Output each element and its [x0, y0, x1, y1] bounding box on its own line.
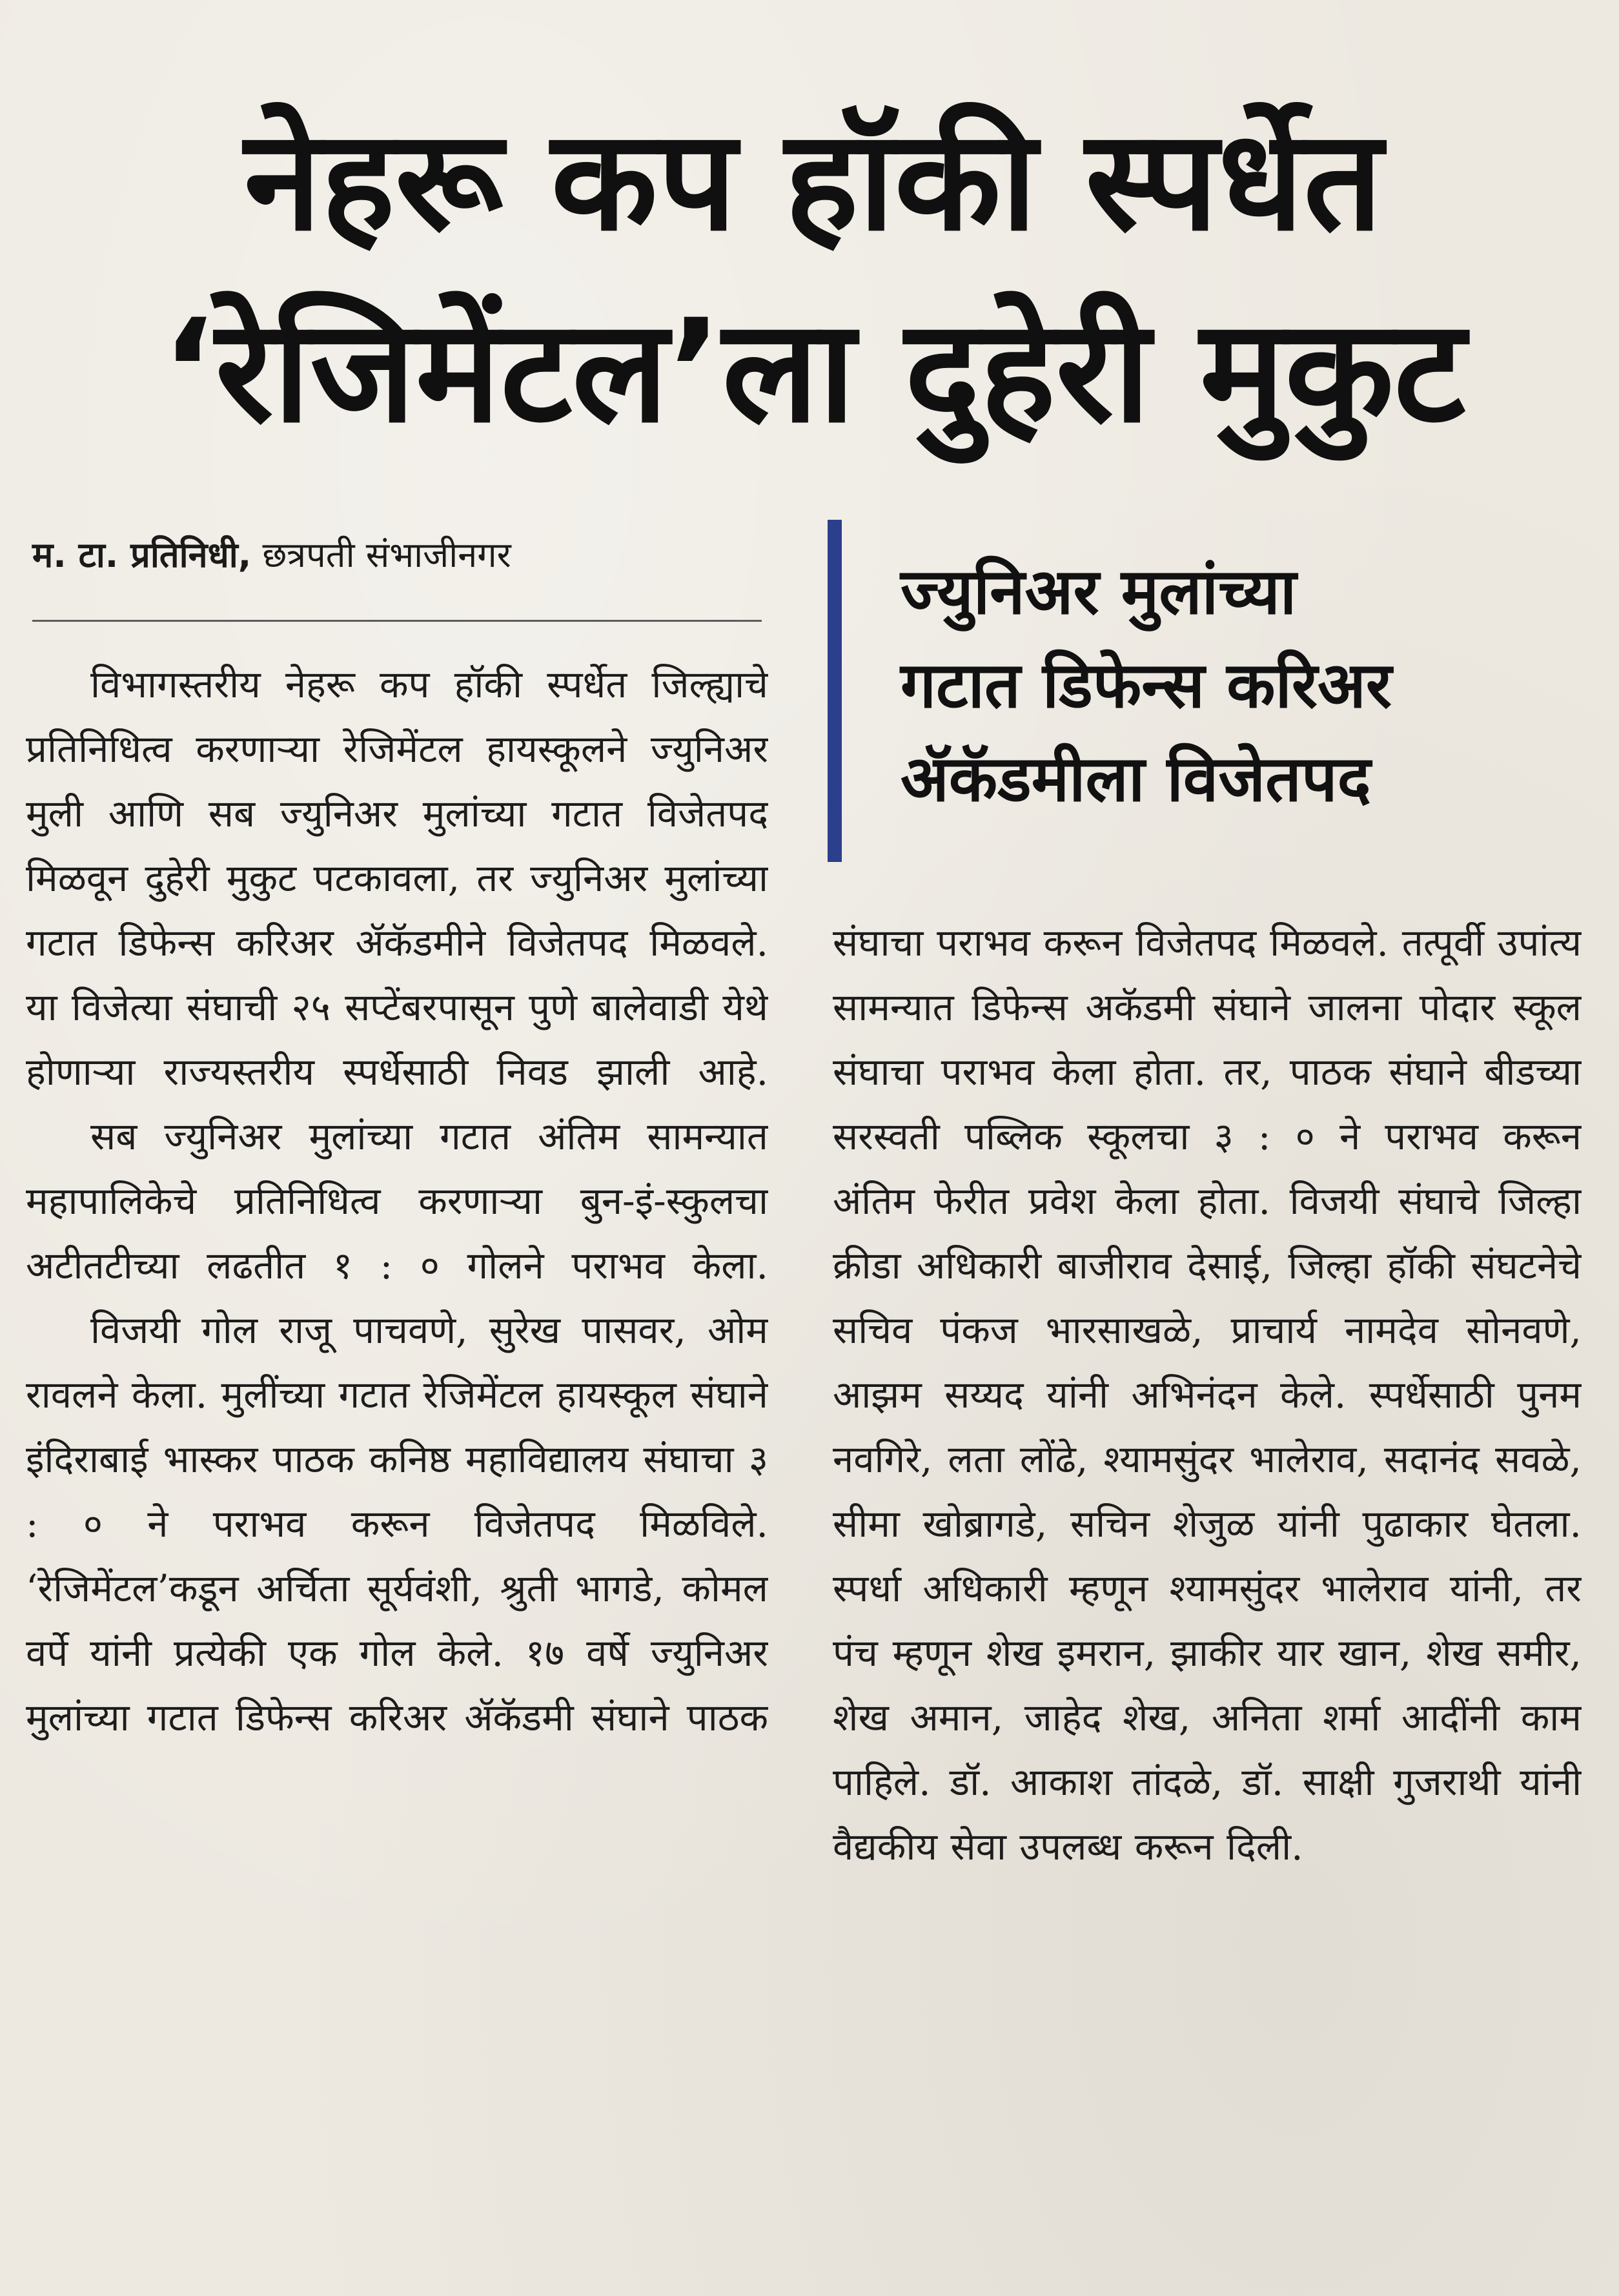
- headline-line-1: नेहरू कप हॉकी स्पर्धेत: [244, 99, 1383, 261]
- article-paragraph: विभागस्तरीय नेहरू कप हॉकी स्पर्धेत जिल्ह्याचे प्रतिनिधित्व करणाऱ्या रेजिमेंटल हायस्कूलने ज्युनिअर मुली आणि सब ज्युनिअर मुलांच्या गटात विजेतपद मिळवून दुहेरी मुकुट पटकावला, तर ज्युनिअर मुलांच्या गटात डिफेन्स करिअर ॲकॅडमीने विजेतपद मिळवले. या विजेत्या संघाची २५ सप्टेंबरपासून पुणे बालेवाडी येथे होणाऱ्या राज्यस्तरीय स्पर्धेसाठी निवड झाली आहे.: [26, 662, 768, 1094]
- article-paragraph: सब ज्युनिअर मुलांच्या गटात अंतिम सामन्यात महापालिकेचे प्रतिनिधित्व करणाऱ्या बुन-इं-स्कुलचा अटीतटीच्या लढतीत १ : ० गोलने पराभव केला.: [26, 1114, 768, 1287]
- subheading-line-1: ज्युनिअर मुलांच्या: [901, 555, 1297, 629]
- byline-divider: [32, 620, 762, 622]
- article-paragraph: विजयी गोल राजू पाचवणे, सुरेख पासवर, ओम रावलने केला. मुलींच्या गटात रेजिमेंटल हायस्कूल संघाने इंदिराबाई भास्कर पाठक कनिष्ठ महाविद्यालय संघाचा ३ : ० ने पराभव करून विजेतपद मिळविले. ‘रेजिमेंटल’कडून अर्चिता सूर्यवंशी, श्रुती भागडे, कोमल वर्पे यांनी प्रत्येकी एक गोल केले. १७ वर्षे ज्युनिअर मुलांच्या गटात डिफेन्स करिअर ॲकॅडमी संघाने पाठक: [26, 1308, 768, 1739]
- article-column-right: [833, 910, 1582, 2266]
- article-column-left: [26, 652, 768, 2266]
- subheading-line-2: गटात डिफेन्स करिअर: [901, 649, 1392, 723]
- subheading-accent-bar: [828, 520, 842, 862]
- byline: [32, 529, 762, 581]
- byline-city: छत्रपती संभाजीनगर: [262, 535, 511, 575]
- article-paragraph: संघाचा पराभव करून विजेतपद मिळवले. तत्पूर्वी उपांत्य सामन्यात डिफेन्स अकॅडमी संघाने जालना पोदार स्कूल संघाचा पराभव केला होता. तर, पाठक संघाने बीडच्या सरस्वती पब्लिक स्कूलचा ३ : ० ने पराभव करून अंतिम फेरीत प्रवेश केला होता. विजयी संघाचे जिल्हा क्रीडा अधिकारी बाजीराव देसाई, जिल्हा हॉकी संघटनेचे सचिव पंकज भारसाखळे, प्राचार्य नामदेव सोनवणे, आझम सय्यद यांनी अभिनंदन केले. स्पर्धेसाठी पुनम नवगिरे, लता लोंढे, श्यामसुंदर भालेराव, सदानंद सवळे, सीमा खोब्रागडे, सचिन शेजुळ यांनी पुढाकार घेतला. स्पर्धा अधिकारी म्हणून श्यामसुंदर भालेराव यांनी, तर पंच म्हणून शेख इमरान, झाकीर यार खान, शेख समीर, शेख अमान, जाहेद शेख, अनिता शर्मा आदींनी काम पाहिले. डॉ. आकाश तांदळे, डॉ. साक्षी गुजराथी यांनी वैद्यकीय सेवा उपलब्ध करून दिली.: [833, 921, 1582, 1869]
- byline-reporter: म. टा. प्रतिनिधी,: [32, 535, 252, 575]
- subheading: [901, 546, 1585, 826]
- subheading-line-3: ॲकॅडमीला विजेतपद: [901, 743, 1371, 816]
- headline-line-2: ‘रेजिमेंटल’ला दुहेरी मुकुट: [161, 289, 1466, 454]
